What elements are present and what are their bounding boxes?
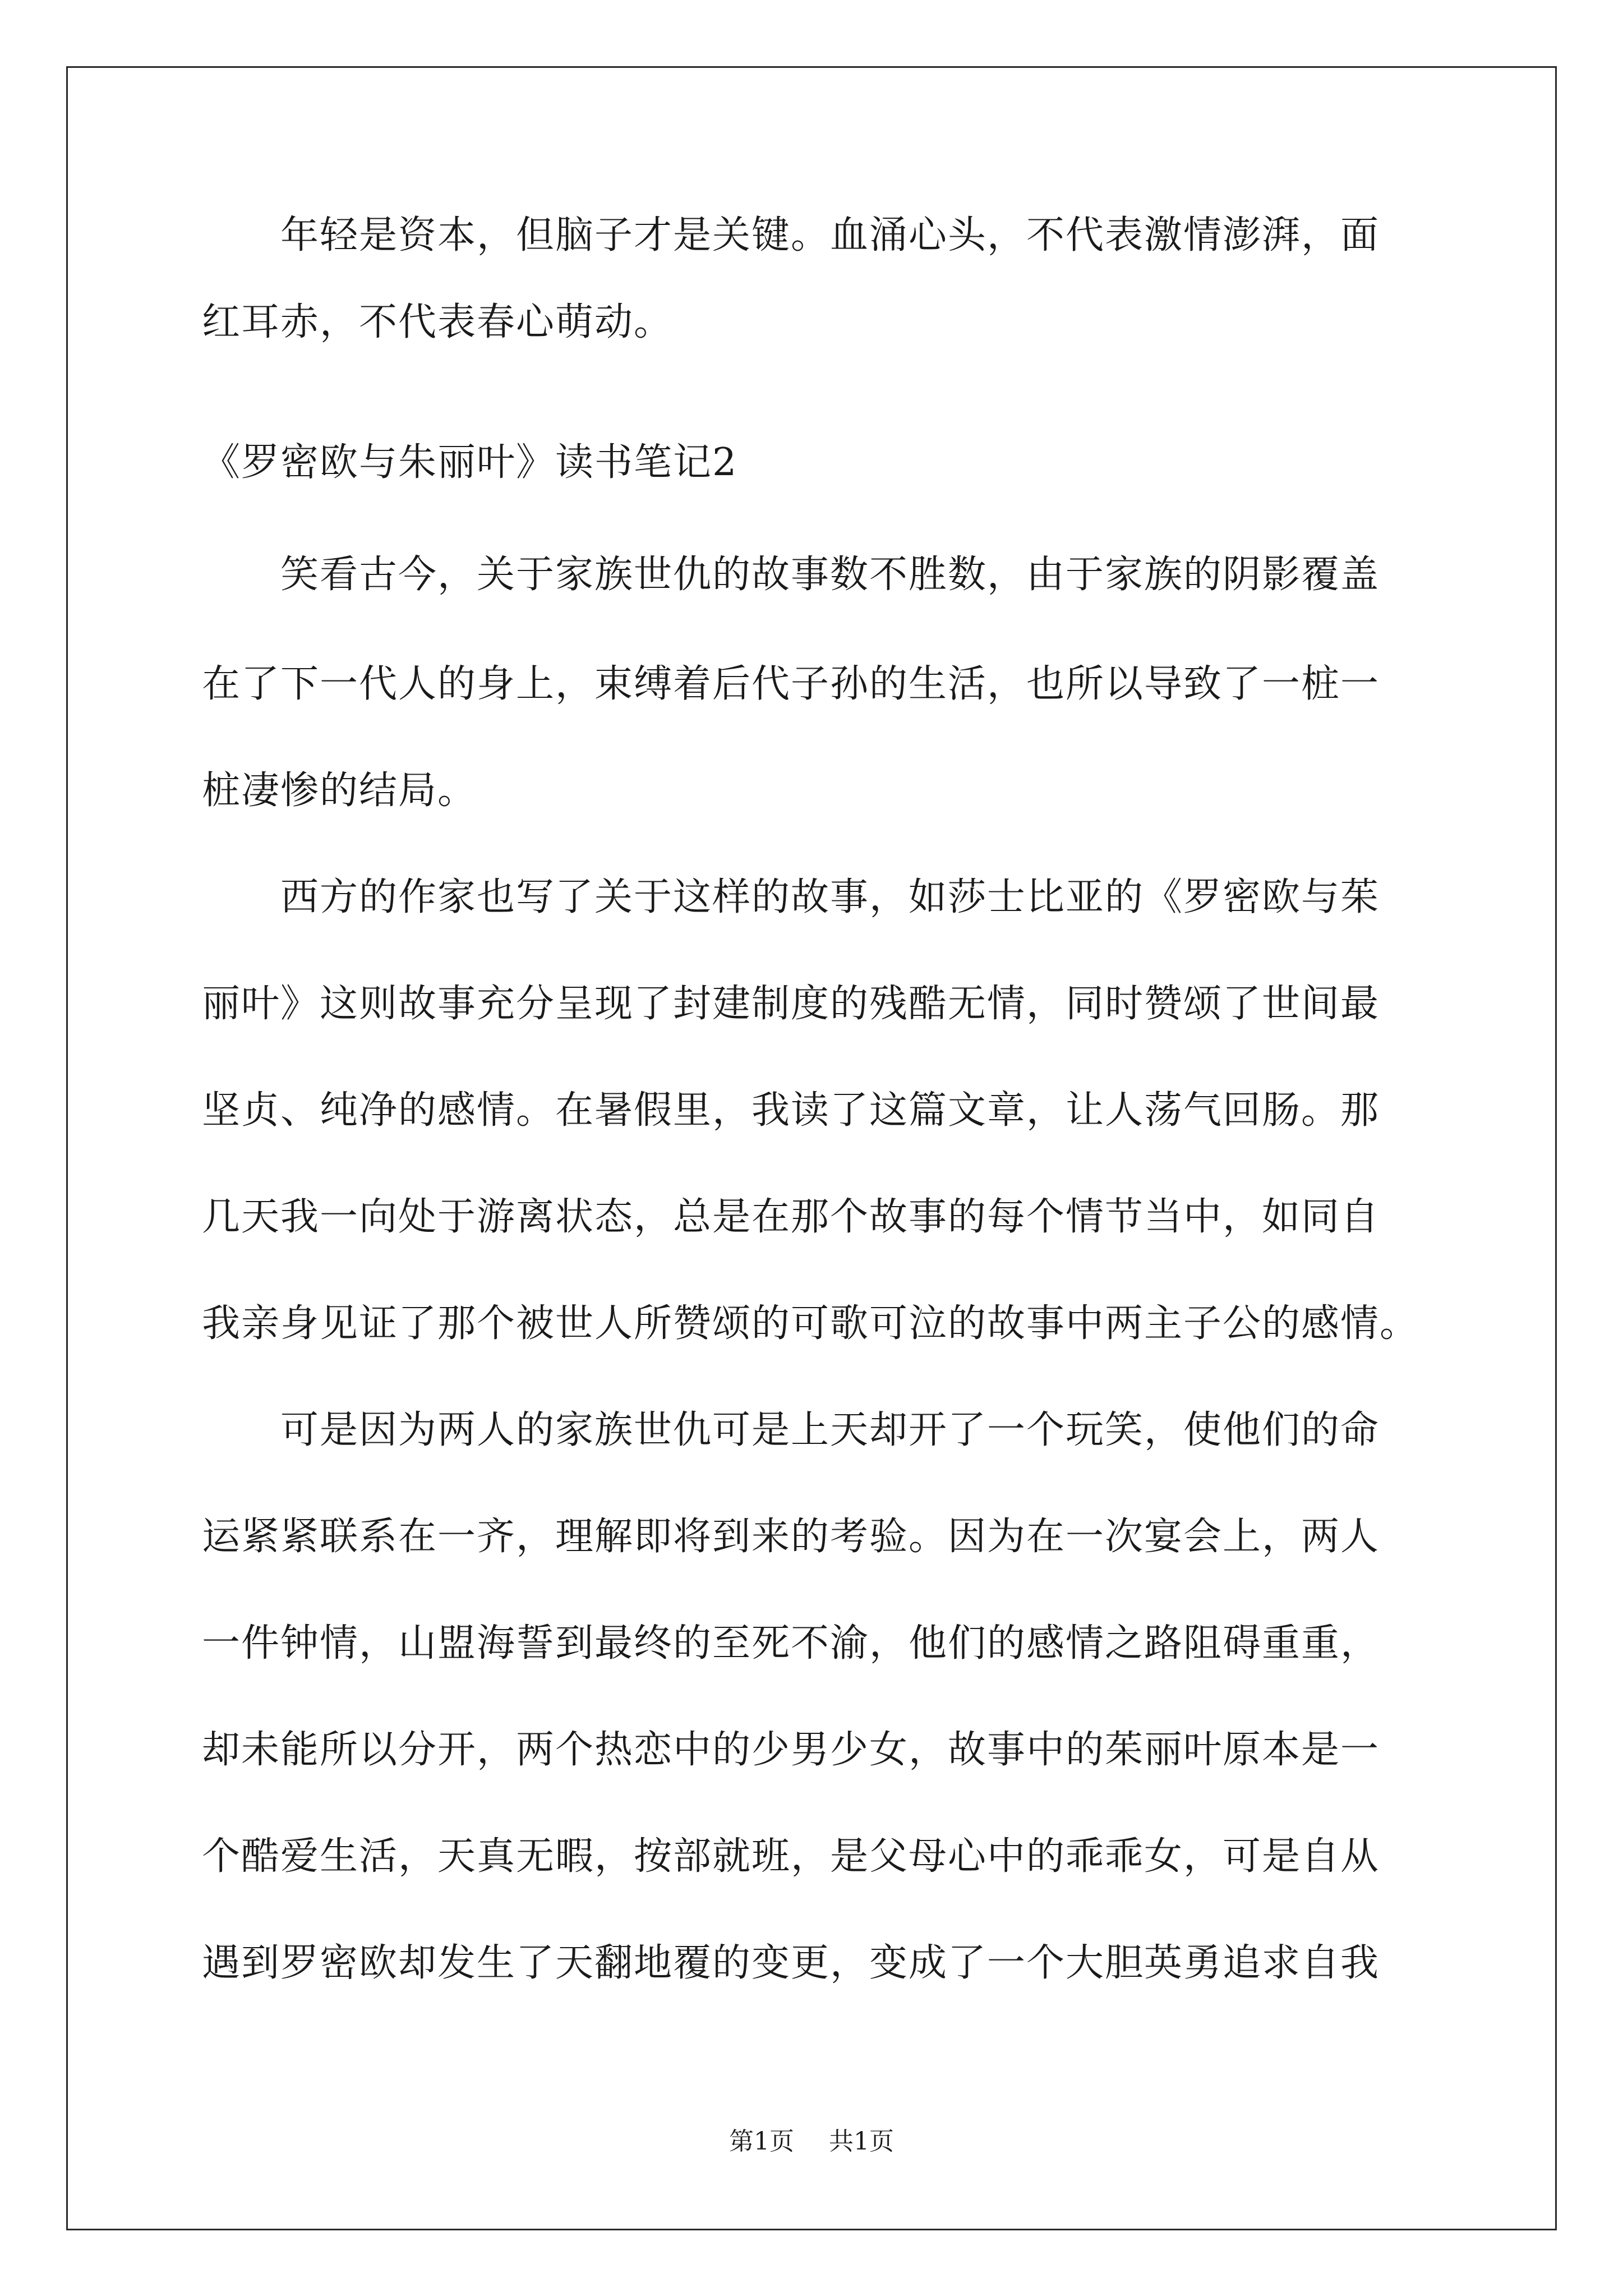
paragraph-line: 在了下一代人的身上，束缚着后代子孙的生活，也所以导致了一桩一 (202, 662, 1380, 706)
paragraph-line: 我亲身见证了那个被世人所赞颂的可歌可泣的故事中两主子公的感情。 (202, 1301, 1419, 1346)
paragraph-line: 遇到罗密欧却发生了天翻地覆的变更，变成了一个大胆英勇追求自我 (202, 1941, 1380, 1985)
paragraph-line: 可是因为两人的家族世仇可是上天却开了一个玩笑，使他们的命 (280, 1408, 1380, 1452)
paragraph-line: 几天我一向处于游离状态，总是在那个故事的每个情节当中，如同自 (202, 1195, 1380, 1239)
paragraph-line: 西方的作家也写了关于这样的故事，如莎士比亚的《罗密欧与茱 (280, 875, 1380, 919)
page-frame (66, 66, 1557, 2230)
paragraph-line: 却未能所以分开，两个热恋中的少男少女，故事中的茱丽叶原本是一 (202, 1728, 1380, 1772)
paragraph-line: 一件钟情，山盟海誓到最终的至死不渝，他们的感情之路阻碍重重， (202, 1621, 1380, 1665)
paragraph-line: 坚贞、纯净的感情。在暑假里，我读了这篇文章，让人荡气回肠。那 (202, 1088, 1380, 1133)
section-heading: 《罗密欧与朱丽叶》读书笔记2 (202, 440, 738, 485)
page-total: 共1页 (829, 2127, 894, 2156)
paragraph-line: 笑看古今，关于家族世仇的故事数不胜数，由于家族的阴影覆盖 (280, 553, 1380, 597)
page-number: 第1页 (729, 2127, 794, 2156)
paragraph-line: 丽叶》这则故事充分呈现了封建制度的残酷无情，同时赞颂了世间最 (202, 982, 1380, 1026)
page-footer (0, 2126, 1623, 2157)
paragraph-line: 红耳赤，不代表春心萌动。 (202, 300, 674, 344)
paragraph-line: 年轻是资本，但脑子才是关键。血涌心头，不代表激情澎湃，面 (280, 213, 1380, 257)
paragraph-line: 运紧紧联系在一齐，理解即将到来的考验。因为在一次宴会上，两人 (202, 1515, 1380, 1559)
paragraph-line: 桩凄惨的结局。 (202, 769, 477, 813)
paragraph-line: 个酷爱生活，天真无暇，按部就班，是父母心中的乖乖女，可是自从 (202, 1834, 1380, 1879)
